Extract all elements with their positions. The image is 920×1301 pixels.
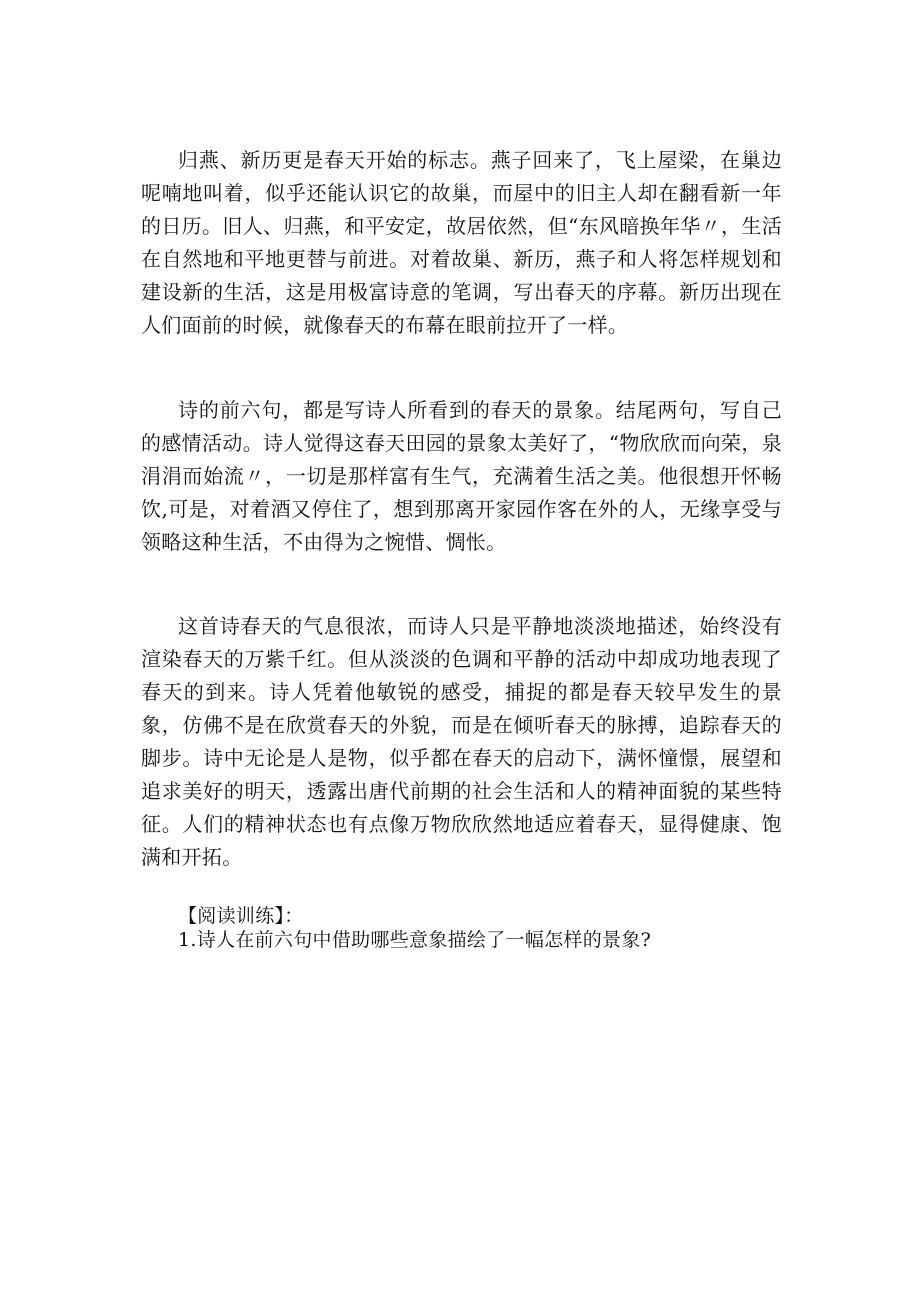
exercise-question-1: 1.诗人在前六句中借助哪些意象描绘了一幅怎样的景象?: [178, 929, 652, 951]
body-paragraph-2: 诗的前六句，都是写诗人所看到的春天的景象。结尾两句，写自己的感情活动。诗人觉得这春天田园的景象太美好了，“物欣欣而向荣，泉涓涓而始流〃，一切是那样富有生气，充满着生活之美。他很想开怀畅饮,可是，对着酒又停住了，想到那离开家园作客在外的人，无缘享受与领略这种生活，不由得为之惋惜、惆怅。: [141, 398, 782, 554]
body-paragraph-3: 这首诗春天的气息很浓，而诗人只是平静地淡淡地描述，始终没有渲染春天的万紫千红。但从淡淡的色调和平静的活动中却成功地表现了春天的到来。诗人凭着他敏锐的感受，捕捉的都是春天较早发生的景象，仿佛不是在欣赏春天的外貌，而是在倾听春天的脉搏，追踪春天的脚步。诗中无论是人是物，似乎都在春天的启动下，满怀憧憬，展望和追求美好的明天，透露出唐代前期的社会生活和人的精神面貌的某些特征。人们的精神状态也有点像万物欣欣然地适应着春天，显得健康、饱满和开拓。: [141, 614, 782, 869]
body-paragraph-1: 归燕、新历更是春天开始的标志。燕子回来了，飞上屋梁，在巢边呢喃地叫着，似乎还能认识它的故巢，而屋中的旧主人却在翻看新一年的日历。旧人、归燕，和平安定，故居依然，但“东风暗换年华〃，生活在自然地和平地更替与前进。对着故巢、新历，燕子和人将怎样规划和建设新的生活，这是用极富诗意的笔调，写出春天的序幕。新历出现在人们面前的时候，就像春天的布幕在眼前拉开了一样。: [141, 148, 782, 337]
exercise-heading: 【阅读训练】：: [178, 905, 304, 927]
